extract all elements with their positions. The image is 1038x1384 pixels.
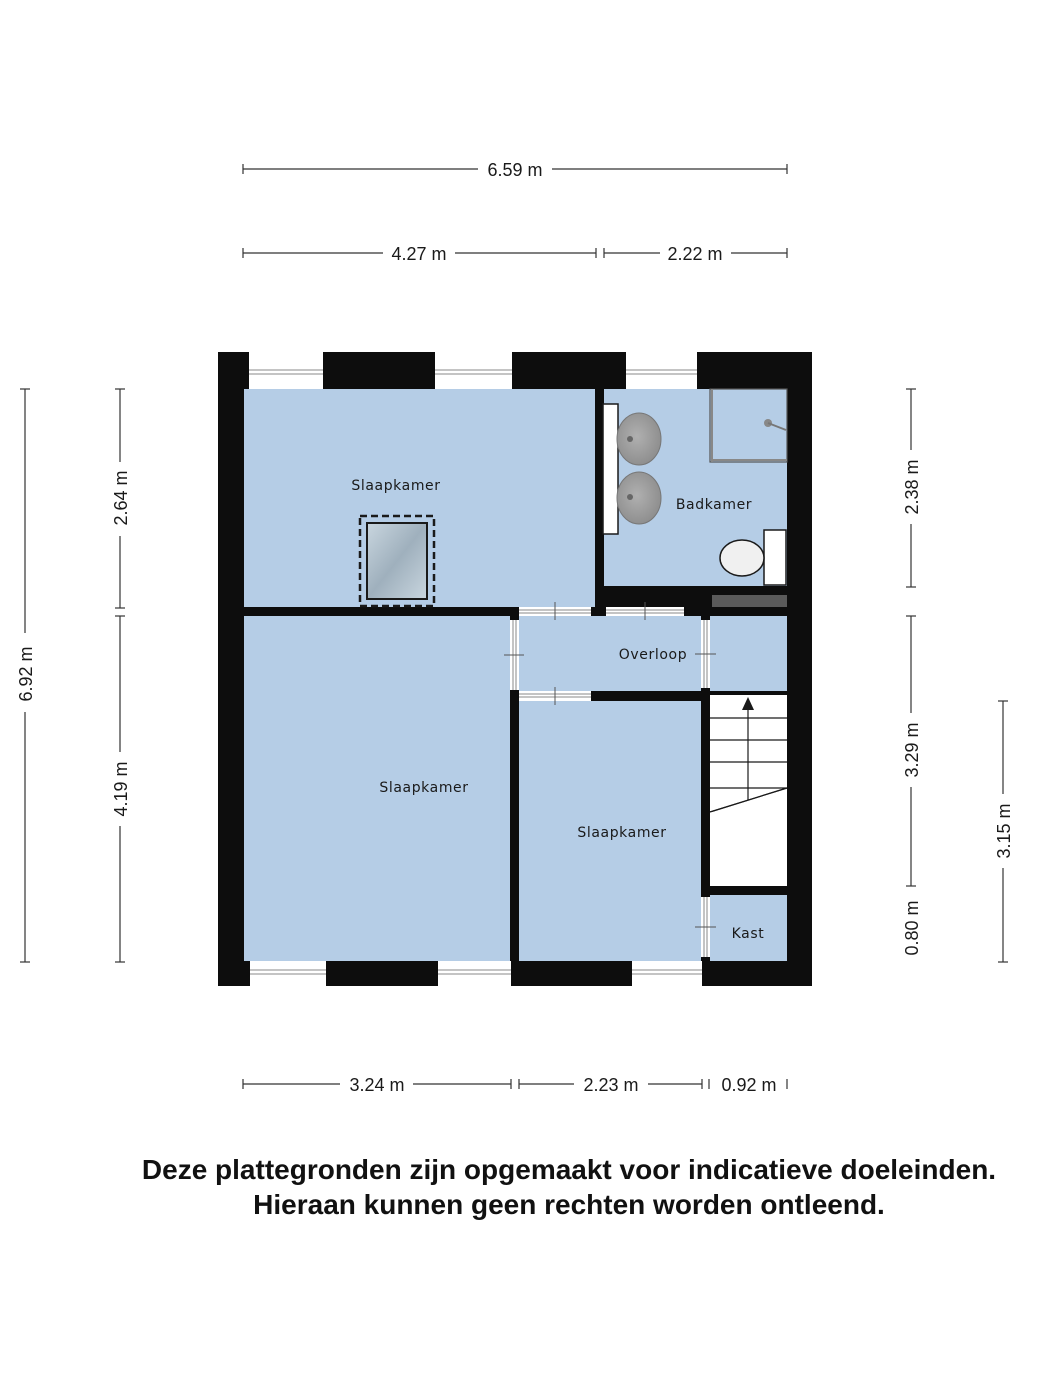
dimension-bottom-left [243,1075,511,1095]
dimension-label: 0.80 m [902,900,922,956]
window-top-2 [435,352,512,389]
dimension-label: 6.59 m [487,160,543,180]
dimension-label: 0.92 m [721,1075,777,1095]
dimension-right-lower [902,900,922,955]
dimension-label: 2.38 m [902,459,922,515]
room-label: Slaapkamer [379,780,469,796]
wall-stair-bottom [701,886,787,895]
dimension-top-total [243,160,787,180]
bathroom-ledge-shelf [712,595,787,607]
dimension-left-total [16,389,36,962]
dimension-label: 3.15 m [994,803,1014,859]
dimension-label: 2.22 m [667,244,723,264]
room-label: Kast [731,926,765,942]
room-label: Slaapkamer [577,825,667,841]
dimension-bottom-right [709,1075,787,1095]
window-top-3 [626,352,697,389]
wall-stair-top [701,691,787,695]
window-bottom-2 [438,961,511,986]
window-top-1 [249,352,323,389]
disclaimer-line-1: Deze plattegronden zijn opgemaakt voor indicatieve doeleinden. [141,1154,997,1185]
dimension-label: 4.27 m [391,244,447,264]
dimension-right-upper [902,389,922,587]
sink-icon [617,472,661,524]
room-label: Overloop [618,647,688,663]
room-label: Slaapkamer [351,478,441,494]
dimension-right-middle [902,616,922,886]
dimension-label: 6.92 m [16,646,36,702]
stair-bottom-fill [710,812,787,886]
window-bottom-3 [632,961,702,986]
dimension-label: 2.64 m [111,470,131,526]
dimension-label: 2.23 m [583,1075,639,1095]
dimension-top-right [604,244,787,264]
dimension-left-upper [111,389,131,608]
vanity-counter [603,404,618,534]
room-bedroom-bottom-left [244,616,510,961]
dimension-label: 4.19 m [111,761,131,817]
sink-icon [617,413,661,465]
dimension-right-outer [994,701,1014,962]
dimension-label: 3.29 m [902,722,922,778]
dimension-left-lower [111,616,131,962]
dimension-top-left [243,244,596,264]
skylight [360,516,434,606]
wall-stair-left [701,701,710,886]
dimension-label: 3.24 m [349,1075,405,1095]
dimension-bottom-middle [519,1075,702,1095]
room-label: Badkamer [675,497,753,513]
window-bottom-1 [250,961,326,986]
disclaimer-line-2: Hieraan kunnen geen rechten worden ontleend. [253,1189,885,1220]
